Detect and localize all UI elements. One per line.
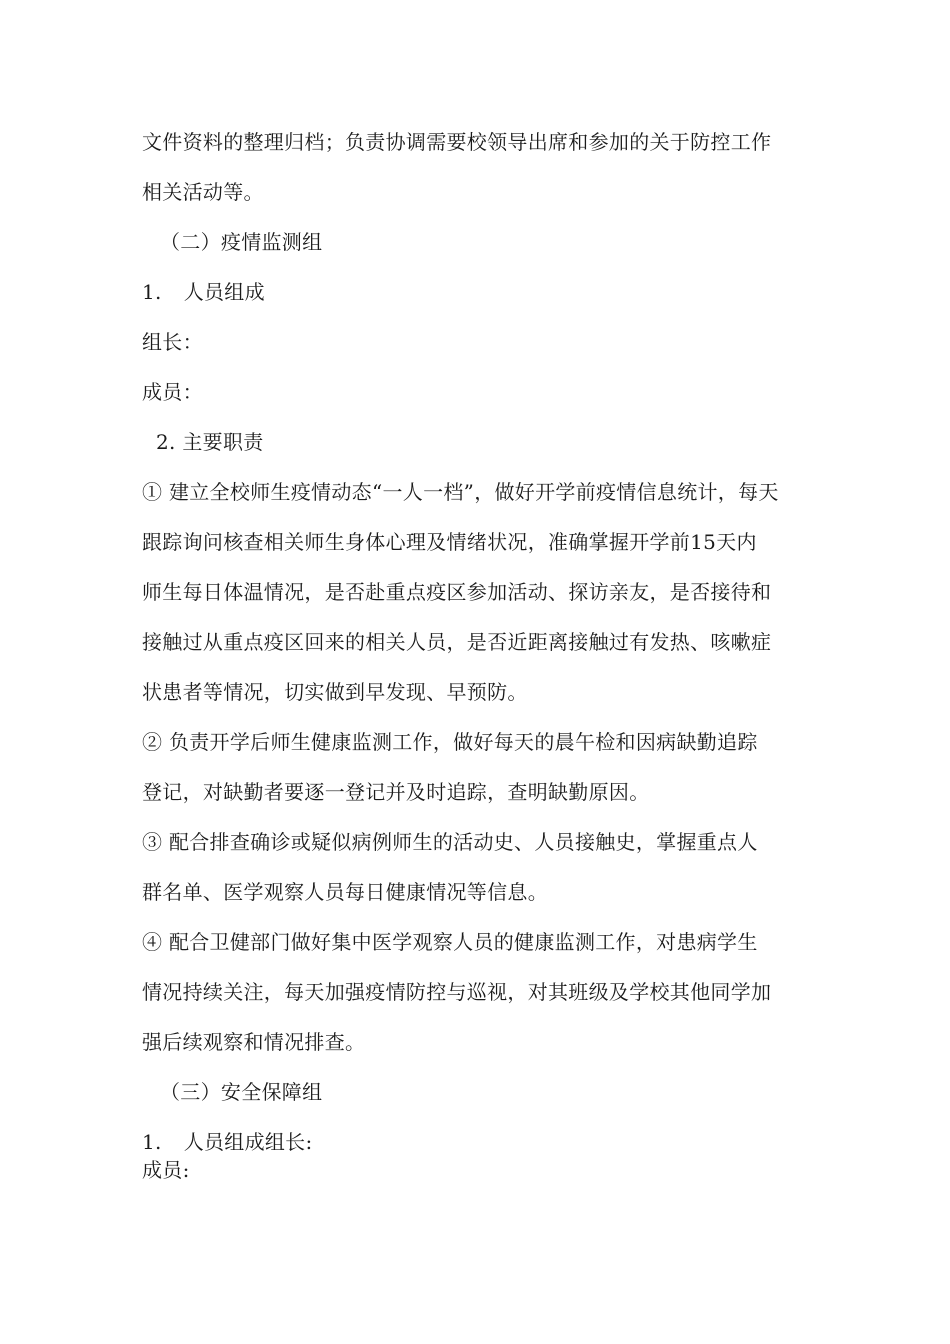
item-number: 1.	[142, 280, 162, 304]
list-item-line: 跟踪询问核查相关师生身体心理及情绪状况，准确掌握开学前15天内	[142, 530, 757, 554]
field-label: 成员：	[142, 380, 203, 404]
item-number: 1.	[142, 1130, 162, 1154]
section-heading: （三）安全保障组	[160, 1080, 323, 1104]
numbered-item	[142, 1129, 313, 1155]
list-item-line: ④ 配合卫健部门做好集中医学观察人员的健康监测工作，对患病学生	[142, 930, 758, 954]
list-item-line: ③ 配合排查确诊或疑似病例师生的活动史、人员接触史，掌握重点人	[142, 830, 758, 854]
paragraph-line: 文件资料的整理归档；负责协调需要校领导出席和参加的关于防控工作	[142, 130, 772, 154]
list-item-line: ① 建立全校师生疫情动态“一人一档”，做好开学前疫情信息统计，每天	[142, 480, 779, 504]
field-label: 成员:	[142, 1158, 190, 1182]
section-heading: （二）疫情监测组	[160, 230, 323, 254]
list-item-line: 情况持续关注，每天加强疫情防控与巡视，对其班级及学校其他同学加	[142, 980, 772, 1004]
field-label: 组长：	[142, 330, 203, 354]
list-item-line: 强后续观察和情况排查。	[142, 1030, 366, 1054]
list-item-line: 群名单、医学观察人员每日健康情况等信息。	[142, 880, 548, 904]
item-text: 人员组成	[183, 280, 265, 304]
paragraph-line: 相关活动等。	[142, 180, 264, 204]
list-item-line: 登记，对缺勤者要逐一登记并及时追踪，查明缺勤原因。	[142, 780, 650, 804]
list-item-line: 接触过从重点疫区回来的相关人员，是否近距离接触过有发热、咳嗽症	[142, 630, 772, 654]
list-item-line: ② 负责开学后师生健康监测工作，做好每天的晨午检和因病缺勤追踪	[142, 730, 758, 754]
list-item-line: 状患者等情况，切实做到早发现、早预防。	[142, 680, 528, 704]
list-item-line: 师生每日体温情况，是否赴重点疫区参加活动、探访亲友，是否接待和	[142, 580, 772, 604]
item-text: 人员组成组长:	[183, 1130, 313, 1154]
subsection-heading: 2. 主要职责	[156, 430, 264, 454]
numbered-item	[142, 279, 265, 305]
